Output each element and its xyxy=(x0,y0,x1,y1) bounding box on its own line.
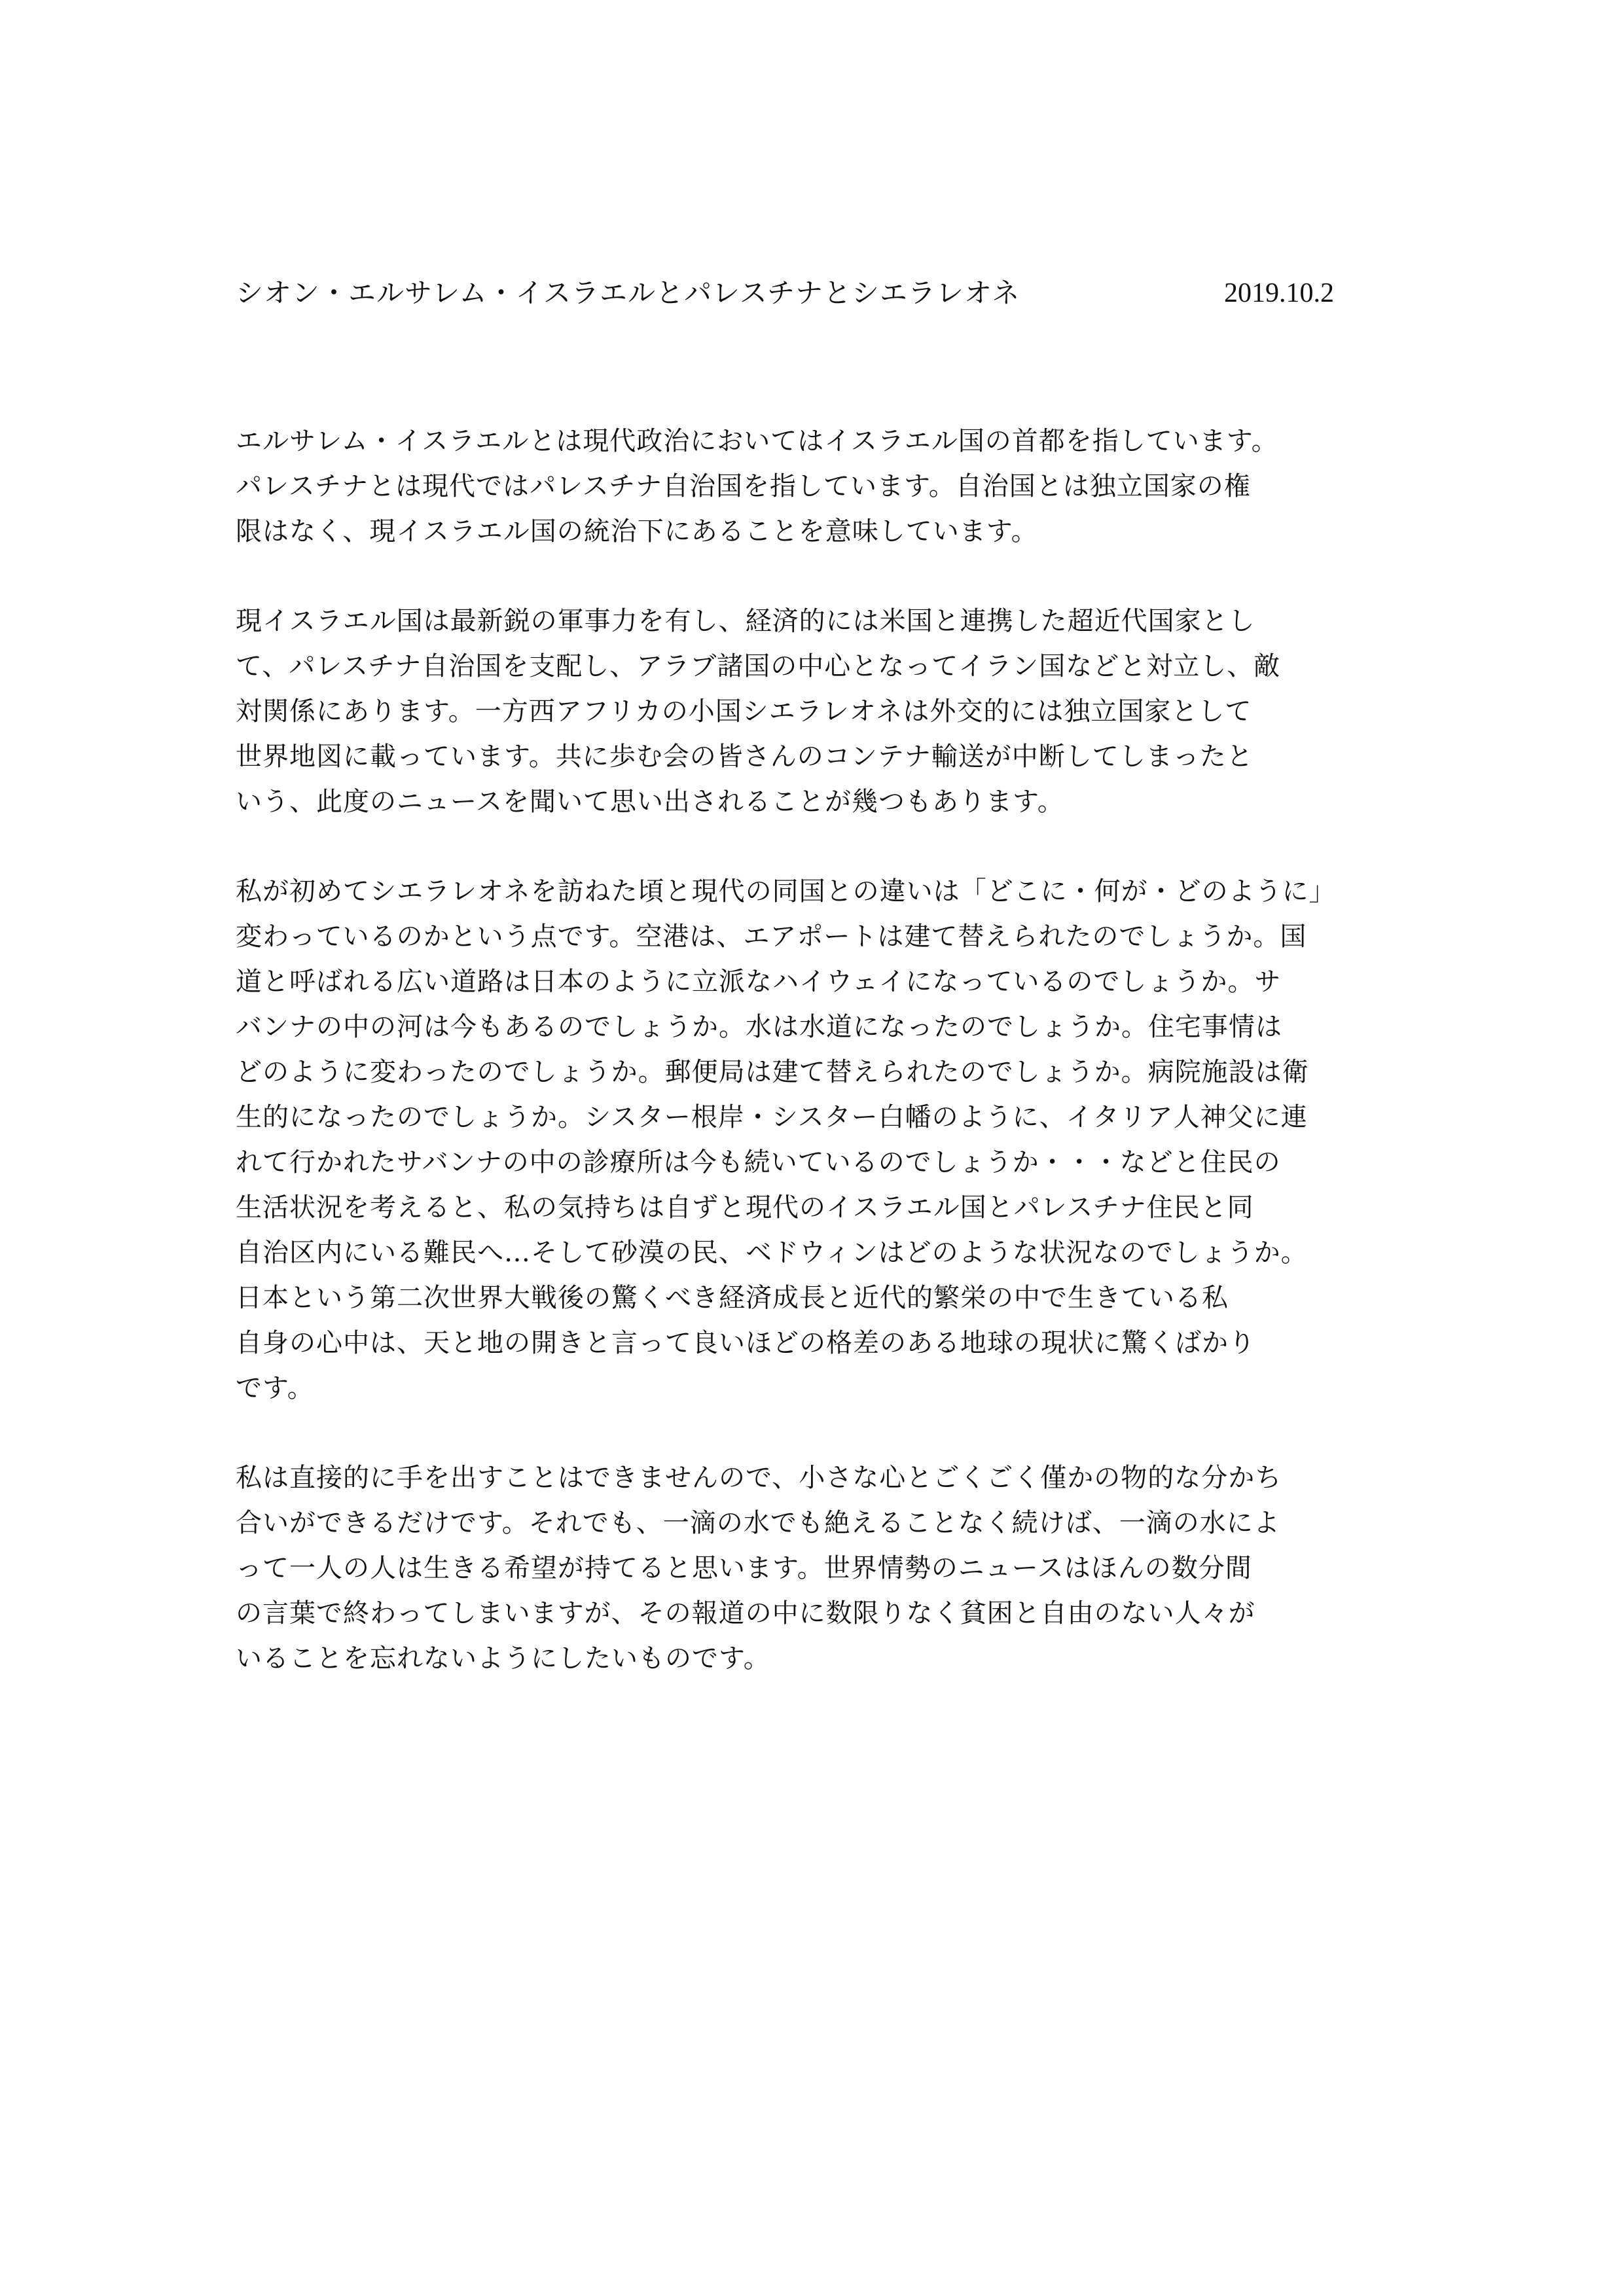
text-line: の言葉で終わってしまいますが、その報道の中に数限りなく貧困と自由のない人々が xyxy=(236,1598,1255,1628)
paragraph-1 xyxy=(236,419,1414,554)
text-line: エルサレム・イスラエルとは現代政治においてはイスラエル国の首都を指しています。 xyxy=(236,426,1278,456)
text-line: 生的になったのでしょうか。シスター根岸・シスター白幡のように、イタリア人神父に連 xyxy=(236,1102,1308,1132)
paragraph-3 xyxy=(236,869,1414,1411)
text-line: 日本という第二次世界大戦後の驚くべき経済成長と近代的繁栄の中で生きている私 xyxy=(236,1283,1229,1313)
text-line: って一人の人は生きる希望が持てると思います。世界情勢のニュースはほんの数分間 xyxy=(236,1553,1252,1583)
text-line: です。 xyxy=(236,1373,314,1403)
document-header xyxy=(236,274,1414,319)
text-line: 変わっているのかという点です。空港は、エアポートは建て替えられたのでしょうか。国 xyxy=(236,922,1307,952)
text-line: 私は直接的に手を出すことはできませんので、小さな心とごくごく僅かの物的な分かち xyxy=(236,1463,1282,1493)
text-line: 私が初めてシエラレオネを訪ねた頃と現代の同国との違いは「どこに・何が・どのように」 xyxy=(236,876,1336,906)
paragraph-4 xyxy=(236,1456,1414,1681)
text-line: 限はなく、現イスラエル国の統治下にあることを意味しています。 xyxy=(236,516,1038,547)
text-line: いう、此度のニュースを聞いて思い出されることが幾つもあります。 xyxy=(236,787,1064,817)
text-line: れて行かれたサバンナの中の診療所は今も続いているのでしょうか・・・などと住民の xyxy=(236,1147,1281,1177)
text-line: どのように変わったのでしょうか。郵便局は建て替えられたのでしょうか。病院施設は衛 xyxy=(236,1057,1309,1087)
paragraph-2 xyxy=(236,599,1414,825)
text-line: 自治区内にいる難民へ…そして砂漠の民、ベドウィンはどのような状況なのでしょうか。 xyxy=(236,1238,1308,1268)
text-line: て、パレスチナ自治国を支配し、アラブ諸国の中心となってイラン国などと対立し、敵 xyxy=(236,651,1281,681)
text-line: バンナの中の河は今もあるのでしょうか。水は水道になったのでしょうか。住宅事情は xyxy=(236,1012,1282,1042)
text-line: パレスチナとは現代ではパレスチナ自治国を指しています。自治国とは独立国家の権 xyxy=(236,471,1251,501)
text-line: 生活状況を考えると、私の気持ちは自ずと現代のイスラエル国とパレスチナ住民と同 xyxy=(236,1193,1254,1223)
text-line: 合いができるだけです。それでも、一滴の水でも絶えることなく続けば、一滴の水によ xyxy=(236,1508,1280,1538)
document-body xyxy=(236,419,1414,1726)
document-date: 2019.10.2 xyxy=(1224,278,1334,308)
text-line: 世界地図に載っています。共に歩む会の皆さんのコンテナ輸送が中断してしまったと xyxy=(236,742,1254,772)
text-line: 対関係にあります。一方西アフリカの小国シエラレオネは外交的には独立国家として xyxy=(236,696,1252,726)
document-title: シオン・エルサレム・イスラエルとパレスチナとシエラレオネ xyxy=(236,277,1020,309)
text-line: いることを忘れないようにしたいものです。 xyxy=(236,1643,770,1674)
text-line: 道と呼ばれる広い道路は日本のように立派なハイウェイになっているのでしょうか。サ xyxy=(236,967,1282,997)
text-line: 自身の心中は、天と地の開きと言って良いほどの格差のある地球の現状に驚くばかり xyxy=(236,1328,1255,1358)
text-line: 現イスラエル国は最新鋭の軍事力を有し、経済的には米国と連携した超近代国家とし xyxy=(236,606,1255,636)
